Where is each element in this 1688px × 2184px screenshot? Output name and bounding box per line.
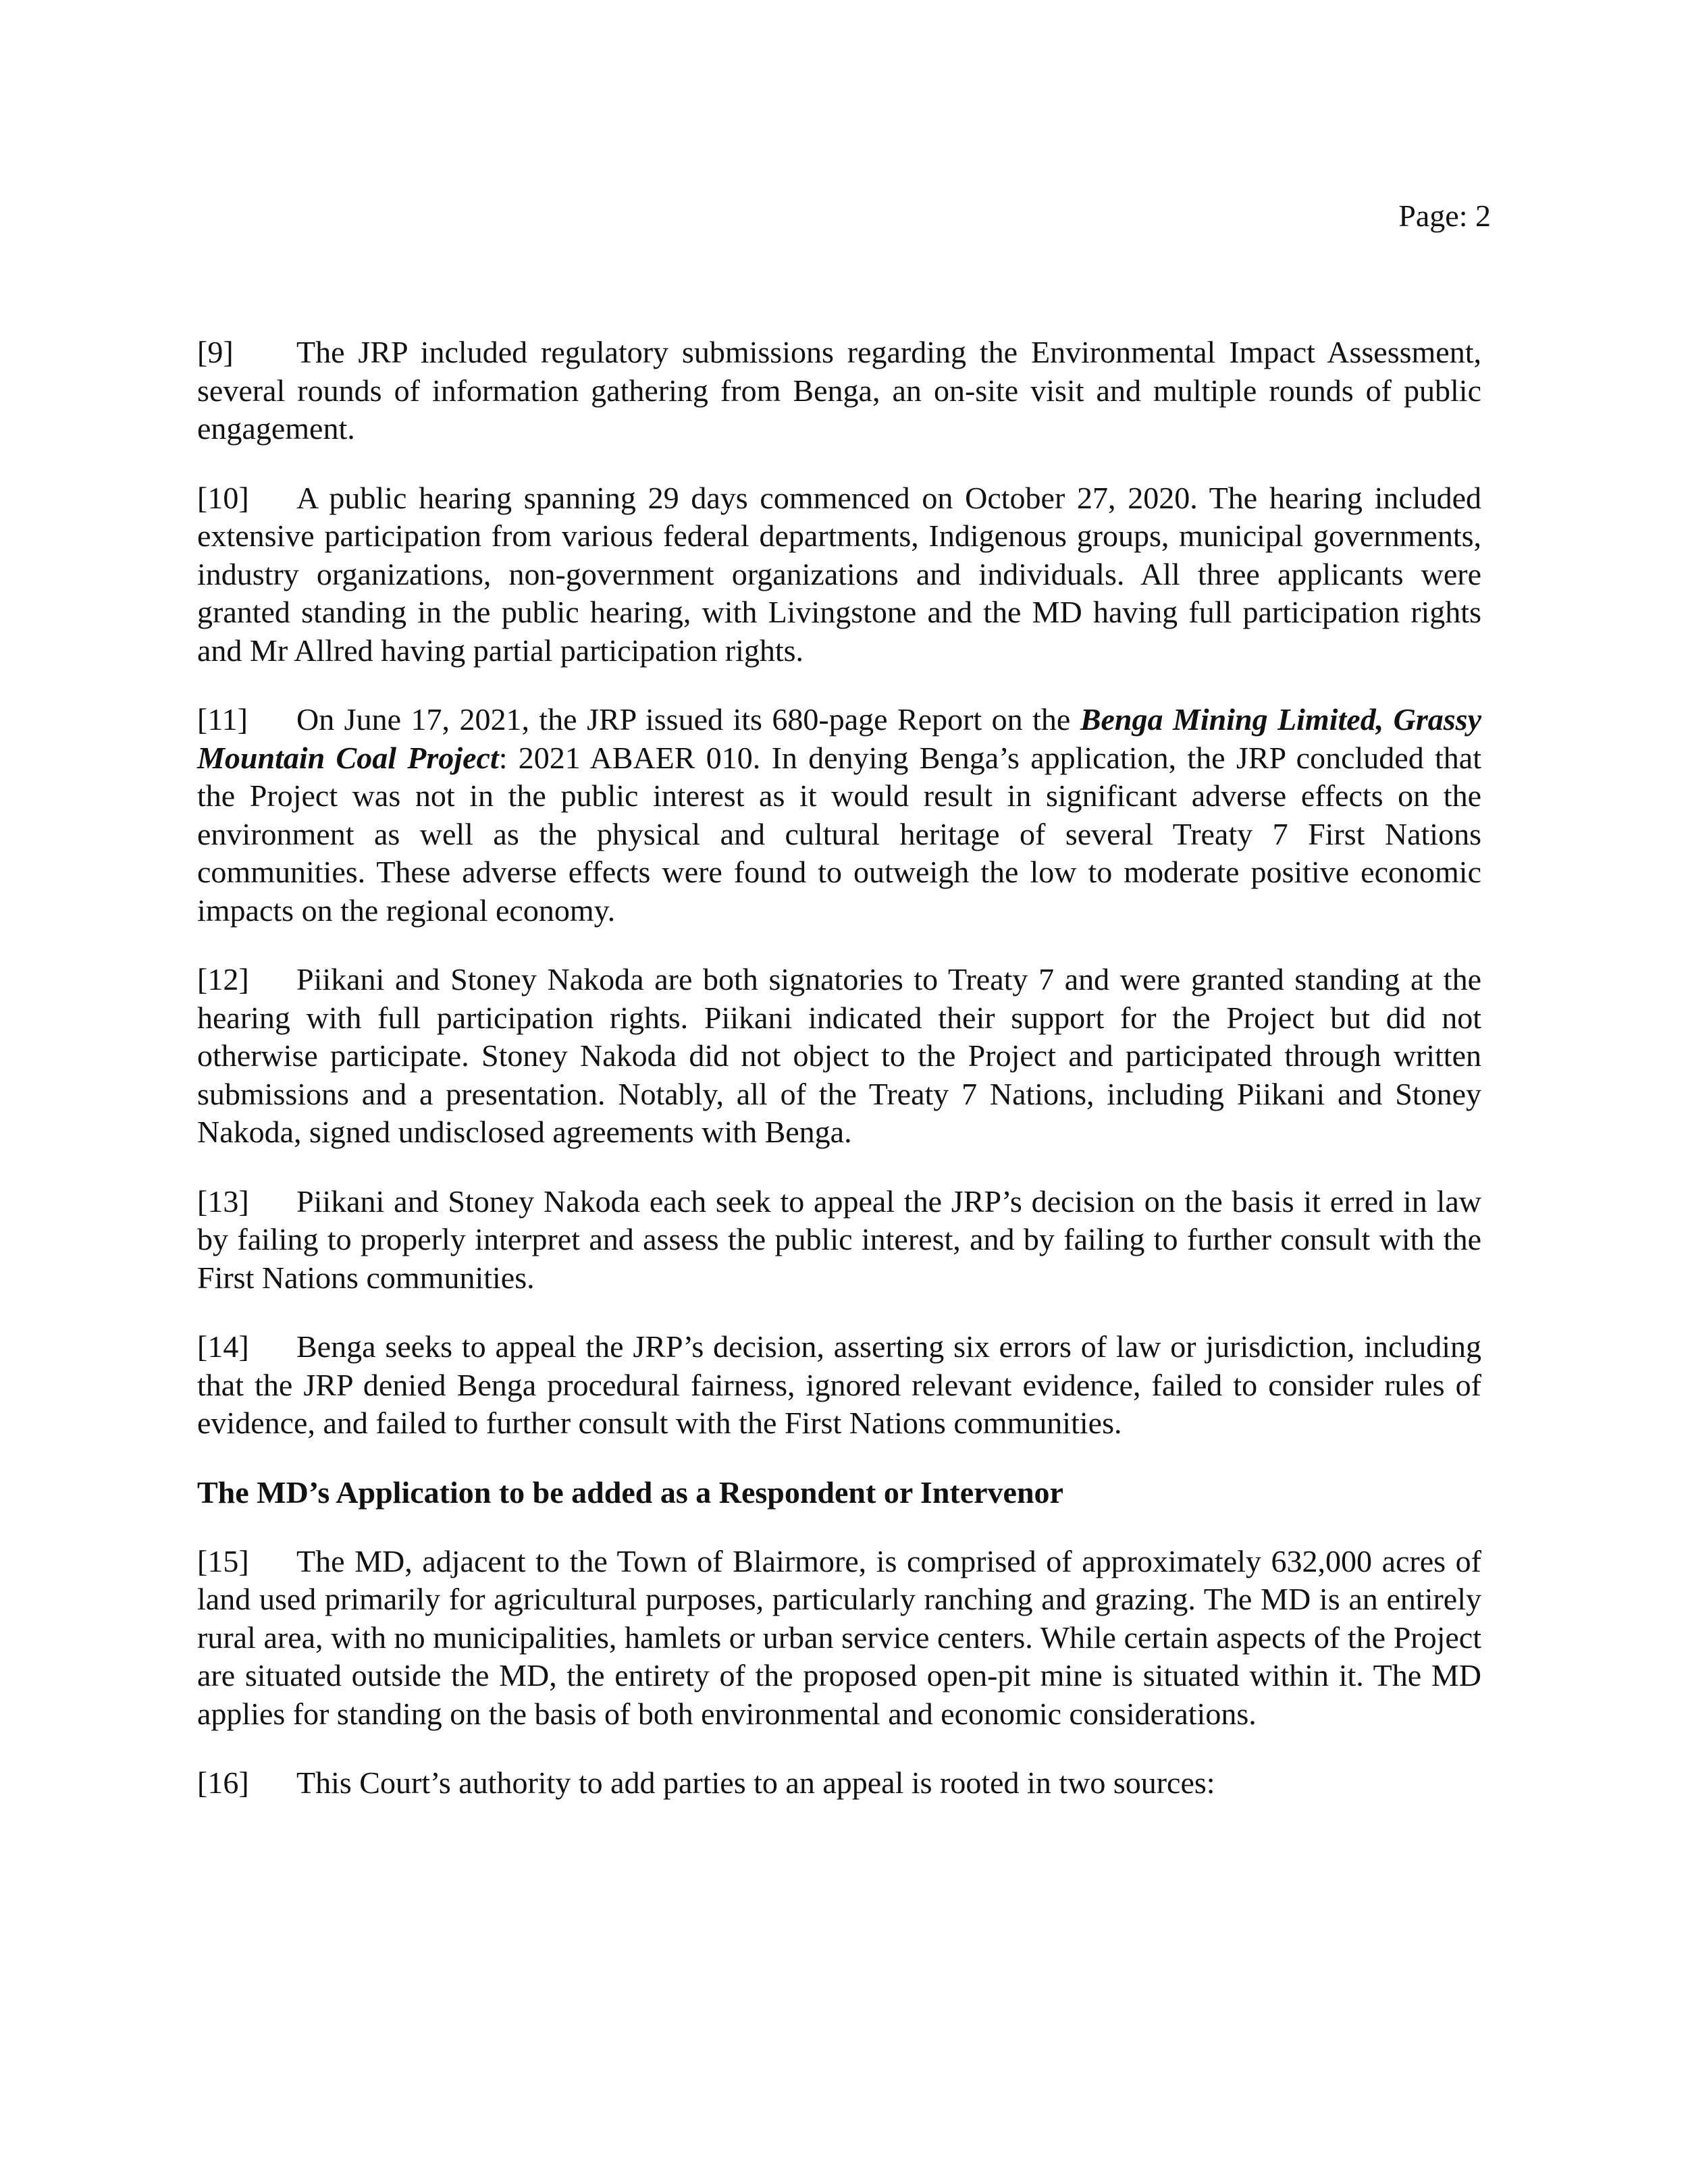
- paragraph-12: [197, 961, 1481, 1152]
- paragraph-10: [197, 479, 1481, 670]
- paragraph-text: The JRP included regulatory submissions regarding the Environmental Impact Assessment, several rounds of information gathering from Benga, an on-site visit and multiple rounds of public engagement.: [197, 335, 1481, 446]
- paragraph-number: [9]: [197, 335, 234, 369]
- paragraph-text: Benga seeks to appeal the JRP’s decision, asserting six errors of law or jurisdiction, including that the JRP denied Benga procedural fairness, ignored relevant evidence, failed to consider rules of evidence, and failed to further consult with the First Nations communities.: [197, 1329, 1481, 1440]
- paragraph-text: On June 17, 2021, the JRP issued its 680-page Report on the: [296, 702, 1080, 737]
- paragraph-text: This Court’s authority to add parties to an appeal is rooted in two sources:: [296, 1765, 1215, 1800]
- page-number: Page: 2: [1398, 198, 1491, 233]
- paragraph-14: [197, 1328, 1481, 1443]
- paragraph-9: [197, 334, 1481, 448]
- paragraph-number: [15]: [197, 1543, 249, 1578]
- paragraph-number: [13]: [197, 1183, 249, 1219]
- section-heading: The MD’s Application to be added as a Respondent or Intervenor: [197, 1474, 1063, 1510]
- report-title: Benga Mining Limited, Grassy Mountain Coal Project: [197, 702, 1481, 775]
- paragraph-text: The MD, adjacent to the Town of Blairmore, is comprised of approximately 632,000 acres of land used primarily for agricultural purposes, particularly ranching and grazing. The MD is an entirely rural area, with no municipalities, hamlets or urban service centers. While certain aspects of the Project are situated outside the MD, the entirety of the proposed open-pit mine is situated within it. The MD applies for standing on the basis of both environmental and economic considerations.: [197, 1543, 1481, 1731]
- paragraph-text-continued: : 2021 ABAER 010. In denying Benga’s application, the JRP concluded that the Project was not in the public interest as it would result in significant adverse effects on the environment as well as the physical and cultural heritage of several Treaty 7 First Nations communities. These adverse effects were found to outweigh the low to moderate positive economic impacts on the regional economy.: [197, 740, 1481, 928]
- paragraph-text: A public hearing spanning 29 days commenced on October 27, 2020. The hearing included extensive participation from various federal departments, Indigenous groups, municipal governments, industry organizations, non-government organizations and individuals. All three applicants were granted standing in the public hearing, with Livingstone and the MD having full participation rights and Mr Allred having partial participation rights.: [197, 480, 1481, 668]
- paragraph-text: Piikani and Stoney Nakoda are both signatories to Treaty 7 and were granted standing at the hearing with full participation rights. Piikani indicated their support for the Project but did not otherwise participate. Stoney Nakoda did not object to the Project and participated through written submissions and a presentation. Notably, all of the Treaty 7 Nations, including Piikani and Stoney Nakoda, signed undisclosed agreements with Benga.: [197, 962, 1481, 1149]
- paragraph-11: [197, 701, 1481, 930]
- paragraph-13: [197, 1183, 1481, 1298]
- paragraph-number: [10]: [197, 480, 249, 515]
- paragraph-16: [197, 1764, 1481, 1803]
- paragraph-number: [14]: [197, 1329, 249, 1364]
- paragraph-number: [12]: [197, 962, 249, 996]
- document-body: [197, 334, 1481, 1834]
- paragraph-15: [197, 1543, 1481, 1734]
- paragraph-number: [16]: [197, 1765, 249, 1800]
- paragraph-text: Piikani and Stoney Nakoda each seek to appeal the JRP’s decision on the basis it erred in law by failing to properly interpret and assess the public interest, and by failing to further consult with the First Nations communities.: [197, 1183, 1481, 1295]
- paragraph-number: [11]: [197, 702, 248, 737]
